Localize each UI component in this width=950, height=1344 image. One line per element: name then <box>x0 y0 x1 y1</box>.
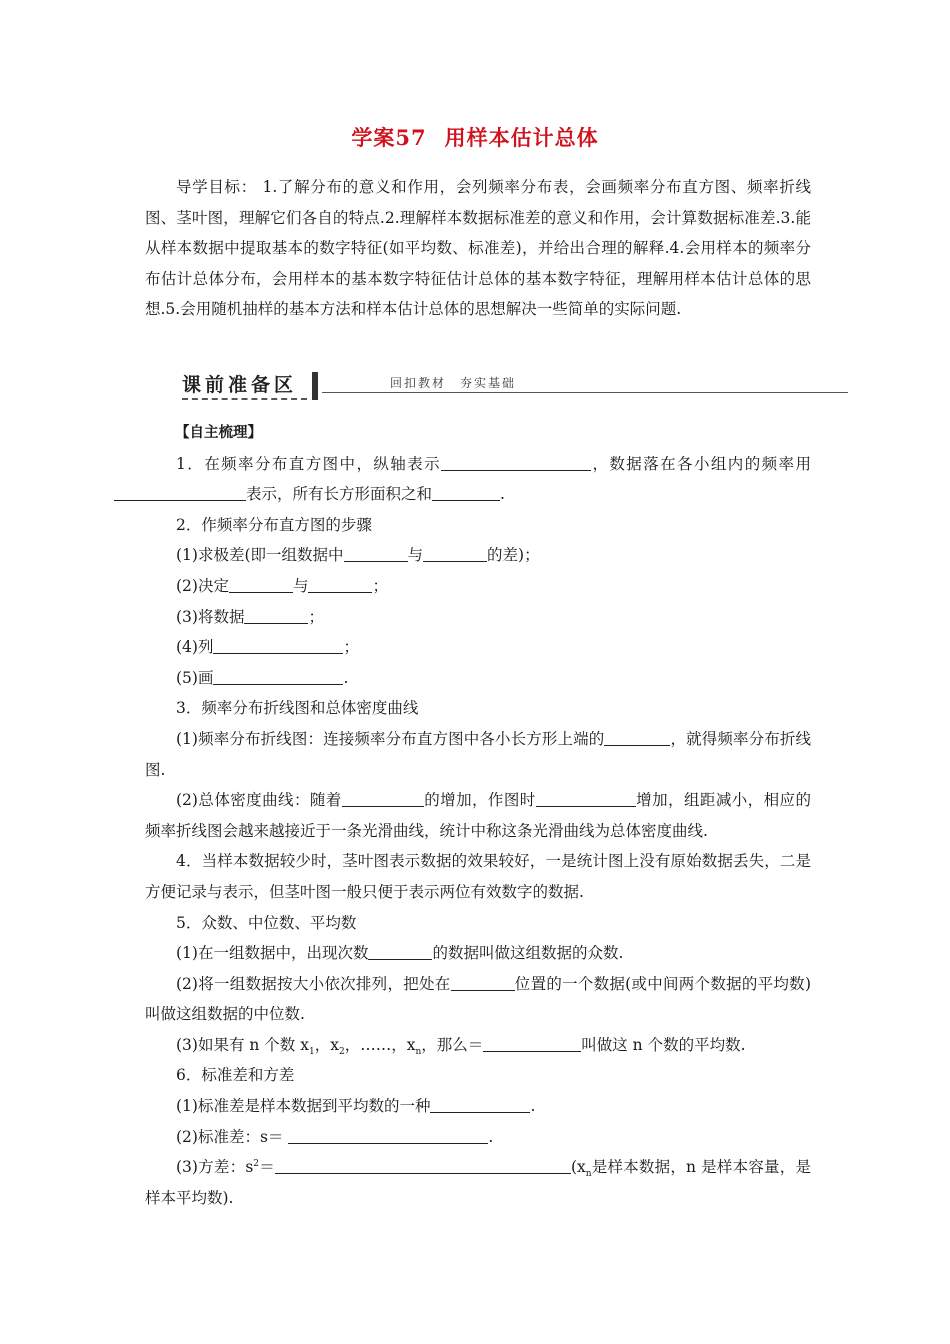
item-2-4: (4)列 ； <box>176 638 359 657</box>
item-2-5: (5)画 . <box>176 668 349 687</box>
blank[interactable] <box>342 790 424 807</box>
item-3: 3．频率分布折线图和总体密度曲线 <box>176 699 419 718</box>
section-bar <box>312 372 318 400</box>
blank[interactable] <box>114 484 246 501</box>
section-subtitle: 回扣教材 夯实基础 <box>390 376 517 390</box>
item-2-2: (2)决定 与 ； <box>176 576 388 595</box>
blank[interactable] <box>344 545 408 562</box>
item-5: 5．众数、中位数、平均数 <box>176 913 357 932</box>
item-6-1: (1)标准差是样本数据到平均数的一种 . <box>176 1097 536 1116</box>
blank[interactable] <box>288 1127 488 1144</box>
title-number: 学案57 <box>351 125 427 150</box>
blank[interactable] <box>432 484 500 501</box>
item-3-2: (2)总体密度曲线：随着 的增加，作图时 增加，组距减小，相应的频率折线图会越来越接近于一条光滑曲线，统计中称这条光滑曲线为总体密度曲线. <box>145 791 811 840</box>
blank[interactable] <box>423 545 487 562</box>
item-5-2: (2)将一组数据按大小依次排列，把处在 位置的一个数据(或中间两个数据的平均数)叫做这组数据的中位数. <box>145 974 811 1024</box>
item-5-1: (1)在一组数据中，出现次数 的数据叫做这组数据的众数. <box>176 944 624 963</box>
item-5-3: (3)如果有 n 个数 $x_1$，$x_2$，……，$x_n$，那么＝ 叫做这 n 个数的平均数. <box>176 1035 746 1057</box>
section-label: 课前准备区 <box>182 374 298 396</box>
learning-objectives: 导学目标： 1.了解分布的意义和作用，会列频率分布表，会画频率分布直方图、频率折线图、茎叶图，理解它们各自的特点.2.理解样本数据标准差的意义和作用，会计算数据标准差.3.能从样本数据中提取基本的数字特征(如平均数、标准差)，并给出合理的解释.4.会用样本的频率分布估计总体分布，会用样本的基本数字特征估计总体的基本数字特征，理解用样本估计总体的思想.5.会用随机抽样的基本方法和样本估计总体的思想解决一些简单的实际问题. <box>145 178 811 318</box>
blank[interactable] <box>430 1096 530 1113</box>
item-2: 2．作频率分布直方图的步骤 <box>176 515 372 534</box>
blank[interactable] <box>604 729 670 746</box>
blank[interactable] <box>275 1157 571 1174</box>
section-header <box>182 370 848 402</box>
subsection-heading: 【自主梳理】 <box>175 425 262 441</box>
item-1: 1．在频率分布直方图中，纵轴表示 ，数据落在各小组内的频率用表示，所有长方形面积之和 . <box>145 449 811 510</box>
blank[interactable] <box>536 790 636 807</box>
blank[interactable] <box>451 974 515 991</box>
item-2-3: (3)将数据 ； <box>176 607 324 626</box>
item-6: 6．标准差和方差 <box>176 1066 295 1085</box>
blank[interactable] <box>368 943 432 960</box>
blank[interactable] <box>483 1035 581 1052</box>
blank[interactable] <box>229 576 293 593</box>
item-3-1: (1)频率分布折线图：连接频率分布直方图中各小长方形上端的 ，就得频率分布折线图. <box>145 729 811 779</box>
blank[interactable] <box>441 454 591 471</box>
blank[interactable] <box>244 607 308 624</box>
blank[interactable] <box>213 637 343 654</box>
item-6-3: (3)方差：$s^2= (x_n$是样本数据，n 是样本容量，是样本平均数). <box>145 1158 811 1207</box>
blank[interactable] <box>213 668 343 685</box>
title-text: 用样本估计总体 <box>444 125 599 150</box>
page-title <box>0 122 950 152</box>
section-underline <box>182 398 307 400</box>
blank[interactable] <box>308 576 372 593</box>
section-rule <box>322 392 848 393</box>
item-2-1: (1)求极差(即一组数据中 与 的差)； <box>176 546 540 565</box>
item-4: 4．当样本数据较少时，茎叶图表示数据的效果较好，一是统计图上没有原始数据丢失，二是方便记录与表示，但茎叶图一般只便于表示两位有效数字的数据. <box>145 852 811 901</box>
main-content <box>145 418 811 1213</box>
item-6-2: (2)标准差：s＝ . <box>176 1127 494 1146</box>
